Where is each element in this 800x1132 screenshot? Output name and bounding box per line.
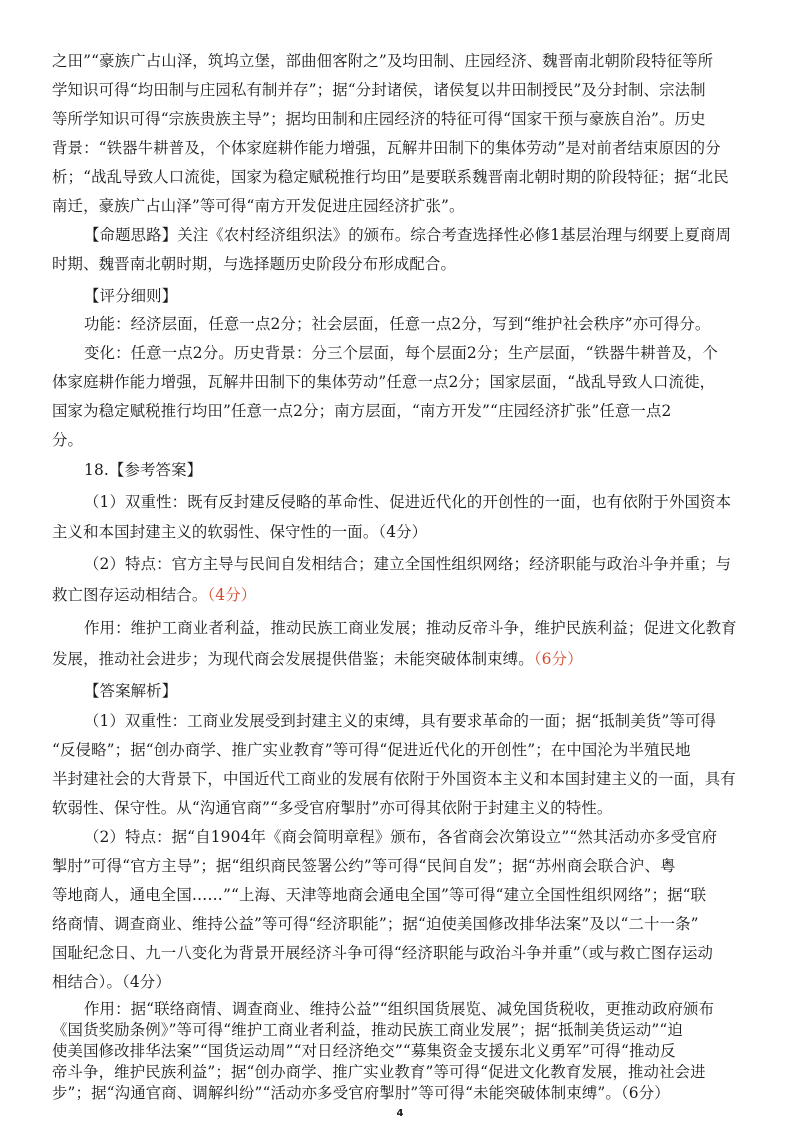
pingfen-change-line: 国家为稳定赋税推行均田”任意一点2分；南方层面，“南方开发”“庄园经济扩张”任意一点2 <box>52 402 672 420</box>
pingfen-function: 功能：经济层面，任意一点2分；社会层面，任意一点2分，写到“维护社会秩序”亦可得分。 <box>84 315 711 333</box>
pingfen-title: 【评分细则】 <box>84 287 178 305</box>
answer-18-1-line: 主义和本国封建主义的软弱性、保守性的一面。（4分） <box>52 523 428 541</box>
jiexi-2-line: 等地商人，通电全国……”“上海、天津等地商会通电全国”等可得“建立全国性组织网络”；据“联 <box>52 886 707 904</box>
jiexi-1-line: （1）双重性：工商业发展受到封建主义的束缚，具有要求革命的一面；据“抵制美货”等可得 <box>84 712 717 730</box>
answer-18-2-line: （2）特点：官方主导与民间自发相结合；建立全国性组织网络；经济职能与政治斗争并重；与 <box>84 555 732 573</box>
jiexi-2-line: 络商情、调查商业、维持公益”等可得“经济职能”；据“迫使美国修改排华法案”及以“二十一条” <box>52 915 699 933</box>
score-badge: （4分） <box>207 586 257 604</box>
jiexi-3-line: 作用：据“联络商情、调查商业、维持公益”“组织国货展览、减免国货税收，更推动政府颁布 <box>84 1000 715 1018</box>
text-line: 南迁，豪族广占山泽”等可得“南方开发促进庄园经济扩张”。 <box>52 197 465 215</box>
text-line: 析；“战乱导致人口流徙，国家为稳定赋税推行均田”是要联系魏晋南北朝时期的阶段特征；据“北民 <box>52 168 729 186</box>
jiexi-3-line: 帝斗争，维护民族利益”；据“创办商学、推广实业教育”等可得“促进文化教育发展，推动社会进 <box>52 1063 706 1081</box>
answer-18-effect-text: 发展，推动社会进步；为现代商会发展提供借鉴；未能突破体制束缚。 <box>52 650 534 668</box>
page-number: 4 <box>396 1108 404 1119</box>
answer-18-2-text: 救亡图存运动相结合。 <box>52 586 208 604</box>
jiexi-2-line: 相结合）。（4分） <box>52 973 171 991</box>
question-18-title: 18.【参考答案】 <box>84 461 203 479</box>
score-badge: （6分） <box>533 650 583 668</box>
jiexi-3-line: 《国货奖励条例》”等可得“维护工商业者利益，推动民族工商业发展”；据“抵制美货运动”“迫 <box>52 1021 683 1039</box>
pingfen-change-line: 分。 <box>52 431 84 449</box>
text-line: 学知识可得“均田制与庄园私有制并存”；据“分封诸侯，诸侯复以井田制授民”及分封制、宗法制 <box>52 81 706 99</box>
jiexi-2-line: 掣肘”可得“官方主导”；据“组织商民签署公约”等可得“民间自发”；据“苏州商会联合沪、粤 <box>52 857 676 875</box>
jiexi-3-line: 步”；据“沟通官商、调解纠纷”“活动亦多受官府掣肘”等可得“未能突破体制束缚”。（6分） <box>52 1084 670 1102</box>
text-line: 等所学知识可得“宗族贵族主导”；据均田制和庄园经济的特征可得“国家干预与豪族自治”。历史 <box>52 110 706 128</box>
jiexi-3-line: 使美国修改排华法案”“国货运动周”“对日经济绝交”“募集资金支援东北义勇军”可得“推动反 <box>52 1042 676 1060</box>
mingti-line: 时期、魏晋南北朝时期，与选择题历史阶段分布形成配合。 <box>52 255 457 273</box>
answer-18-effect-line: 作用：维护工商业者利益，推动民族工商业发展；推动反帝斗争，维护民族利益；促进文化教育 <box>84 619 737 637</box>
answer-18-effect-line <box>52 649 758 669</box>
jiexi-2-line: （2）特点：据“自1904年《商会简明章程》颁布，各省商会次第设立”“然其活动亦多受官府 <box>84 828 718 846</box>
jiexi-1-line: 软弱性、保守性。从“沟通官商”“多受官府掣肘”亦可得其依附于封建主义的特性。 <box>52 799 613 817</box>
text-line: 背景：“铁器牛耕普及，个体家庭耕作能力增强，瓦解井田制下的集体劳动”是对前者结束原因的分 <box>52 139 721 157</box>
pingfen-change-line: 体家庭耕作能力增强，瓦解井田制下的集体劳动”任意一点2分；国家层面，“战乱导致人口流徙， <box>52 373 716 391</box>
pingfen-change-line: 变化：任意一点2分。历史背景：分三个层面，每个层面2分；生产层面，“铁器牛耕普及，个 <box>84 344 718 362</box>
answer-18-2-line <box>52 585 758 605</box>
mingti-line: 【命题思路】关注《农村经济组织法》的颁布。综合考查选择性必修1基层治理与纲要上夏商周 <box>84 226 732 244</box>
answer-18-1-line: （1）双重性：既有反封建反侵略的革命性、促进近代化的开创性的一面，也有依附于外国资本 <box>84 493 732 511</box>
jiexi-title: 【答案解析】 <box>84 682 178 700</box>
text-line: 之田”“豪族广占山泽，筑坞立堡，部曲佃客附之”及均田制、庄园经济、魏晋南北朝阶段特征等所 <box>52 52 714 70</box>
jiexi-2-line: 国耻纪念日、九一八变化为背景开展经济斗争可得“经济职能与政治斗争并重”（或与救亡图存运动 <box>52 944 714 962</box>
jiexi-1-line: 半封建社会的大背景下，中国近代工商业的发展有依附于外国资本主义和本国封建主义的一面，具有 <box>52 770 736 788</box>
jiexi-1-line: “反侵略”；据“创办商学、推广实业教育”等可得“促进近代化的开创性”；在中国沦为半殖民地 <box>52 741 691 759</box>
